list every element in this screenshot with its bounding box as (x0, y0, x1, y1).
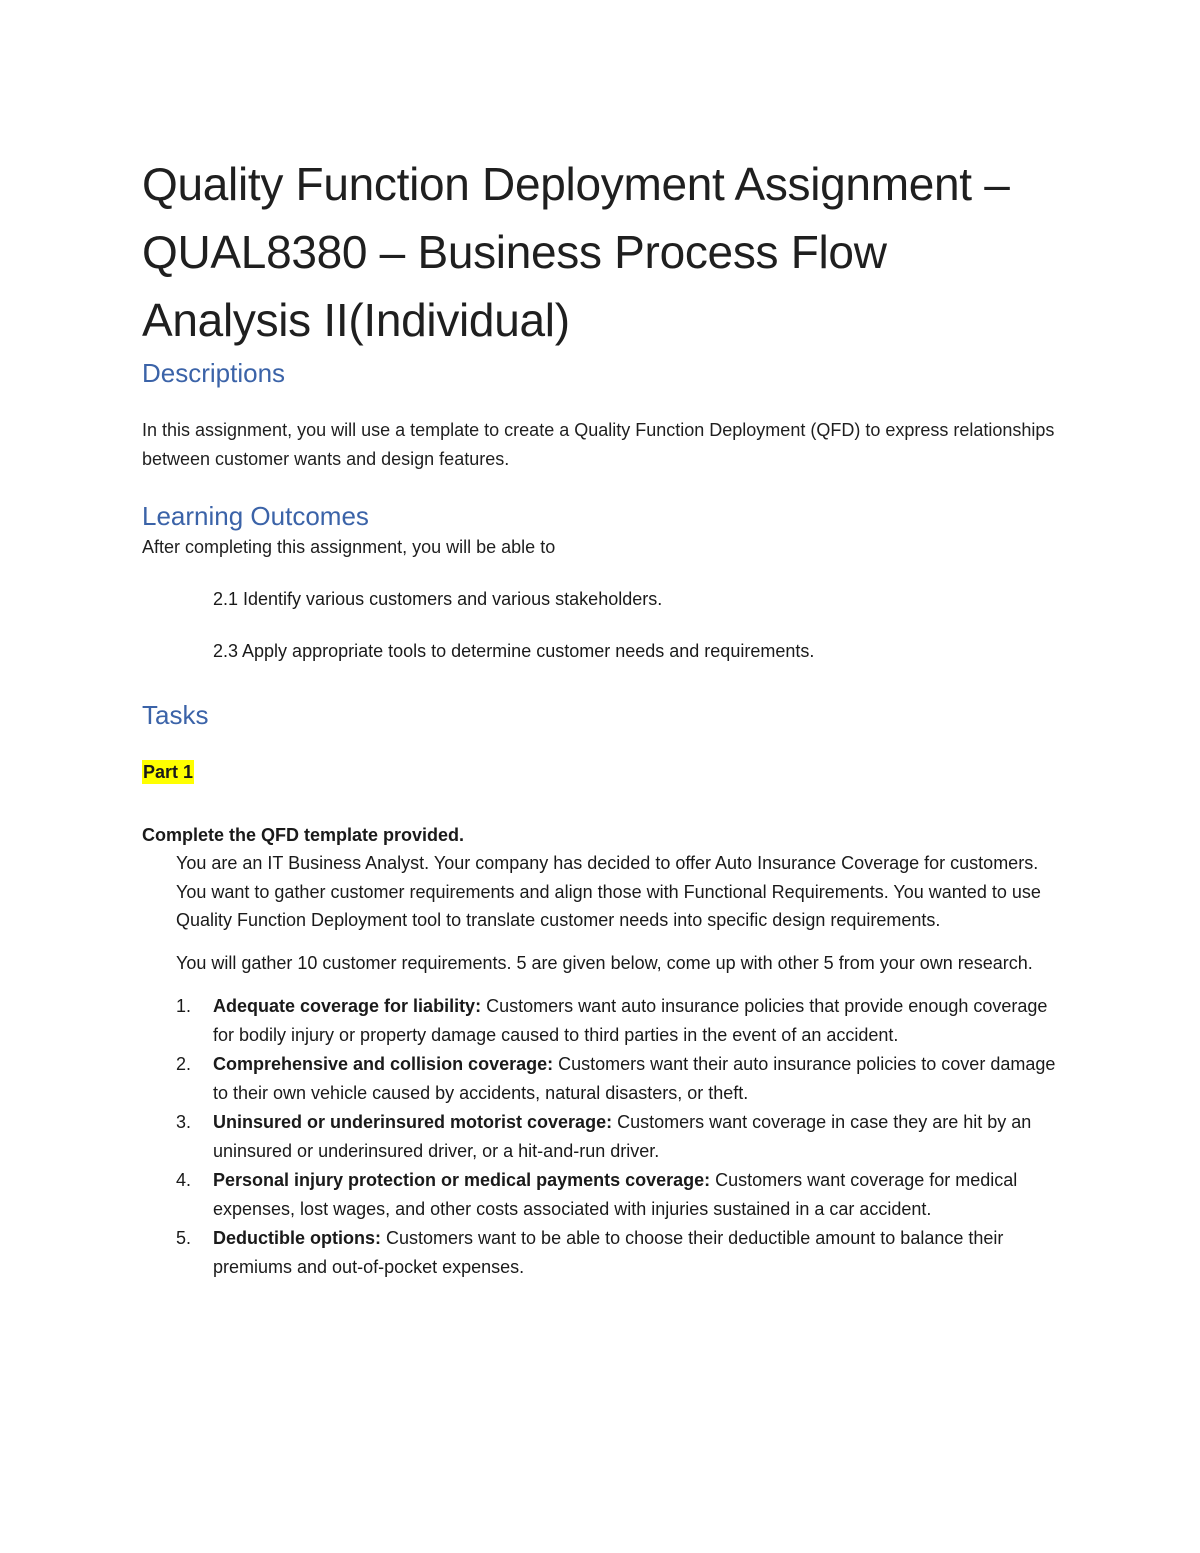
scenario-paragraph: You are an IT Business Analyst. Your company has decided to offer Auto Insurance Coverage for customers. You want to gather customer requirements and align those with Functional Requirements. You wanted to use Quality Function Deployment tool to translate customer needs into specific design requirements. (176, 853, 1041, 930)
document-title (142, 150, 1072, 354)
customer-requirements-list (142, 992, 1072, 1281)
requirement-text: Customers want their auto insurance policies to cover damage to their own vehicle caused by accidents, natural disasters, or theft. (213, 1054, 1056, 1103)
list-item (142, 1224, 1072, 1281)
requirement-text: Customers want coverage in case they are hit by an uninsured or underinsured driver, or a hit-and-run driver. (213, 1112, 1032, 1161)
task-instructions (142, 849, 1072, 977)
requirement-title: Personal injury protection or medical payments coverage: (213, 1170, 711, 1190)
title-line-1: Quality Function Deployment Assignment – (142, 158, 1010, 210)
list-item (142, 992, 1072, 1049)
list-item (142, 1108, 1072, 1165)
requirement-text: Customers want coverage for medical expenses, lost wages, and other costs associated with injuries sustained in a car accident. (213, 1170, 1018, 1219)
requirement-title: Uninsured or underinsured motorist coverage: (213, 1112, 613, 1132)
learning-outcome-item: 2.1 Identify various customers and various stakeholders. (213, 589, 663, 609)
descriptions-heading: Descriptions (142, 358, 286, 388)
title-line-2: QUAL8380 – Business Process Flow (142, 226, 887, 278)
list-item (142, 1050, 1072, 1107)
list-number: 2. (176, 1054, 192, 1074)
requirement-text: Customers want to be able to choose their deductible amount to balance their premiums and out-of-pocket expenses. (213, 1228, 1004, 1277)
tasks-heading: Tasks (142, 700, 209, 730)
list-number: 1. (176, 996, 192, 1016)
part-label-wrapper (142, 732, 1072, 784)
title-line-3: Analysis II(Individual) (142, 294, 570, 346)
descriptions-paragraph: In this assignment, you will use a template to create a Quality Function Deployment (QFD) to express relationships between customer wants and design features. (142, 420, 1055, 469)
requirement-title: Comprehensive and collision coverage: (213, 1054, 554, 1074)
part-1-label: Part 1 (143, 762, 194, 782)
learning-outcome-item: 2.3 Apply appropriate tools to determine customer needs and requirements. (213, 641, 815, 661)
requirement-text: Customers want auto insurance policies that provide enough coverage for bodily injury or property damage caused to third parties in the event of an accident. (213, 996, 1048, 1045)
learning-outcomes-intro: After completing this assignment, you will be able to (142, 537, 556, 557)
complete-template-heading: Complete the QFD template provided. (142, 825, 465, 845)
list-item (142, 1166, 1072, 1223)
list-number: 3. (176, 1112, 192, 1132)
list-number: 5. (176, 1228, 192, 1248)
requirement-title: Deductible options: (213, 1228, 381, 1248)
document-page (142, 150, 1072, 1282)
list-number: 4. (176, 1170, 192, 1190)
gather-requirements-paragraph: You will gather 10 customer requirements. 5 are given below, come up with other 5 from your own research. (176, 952, 1033, 973)
requirement-title: Adequate coverage for liability: (213, 996, 482, 1016)
learning-outcomes-heading: Learning Outcomes (142, 501, 369, 531)
